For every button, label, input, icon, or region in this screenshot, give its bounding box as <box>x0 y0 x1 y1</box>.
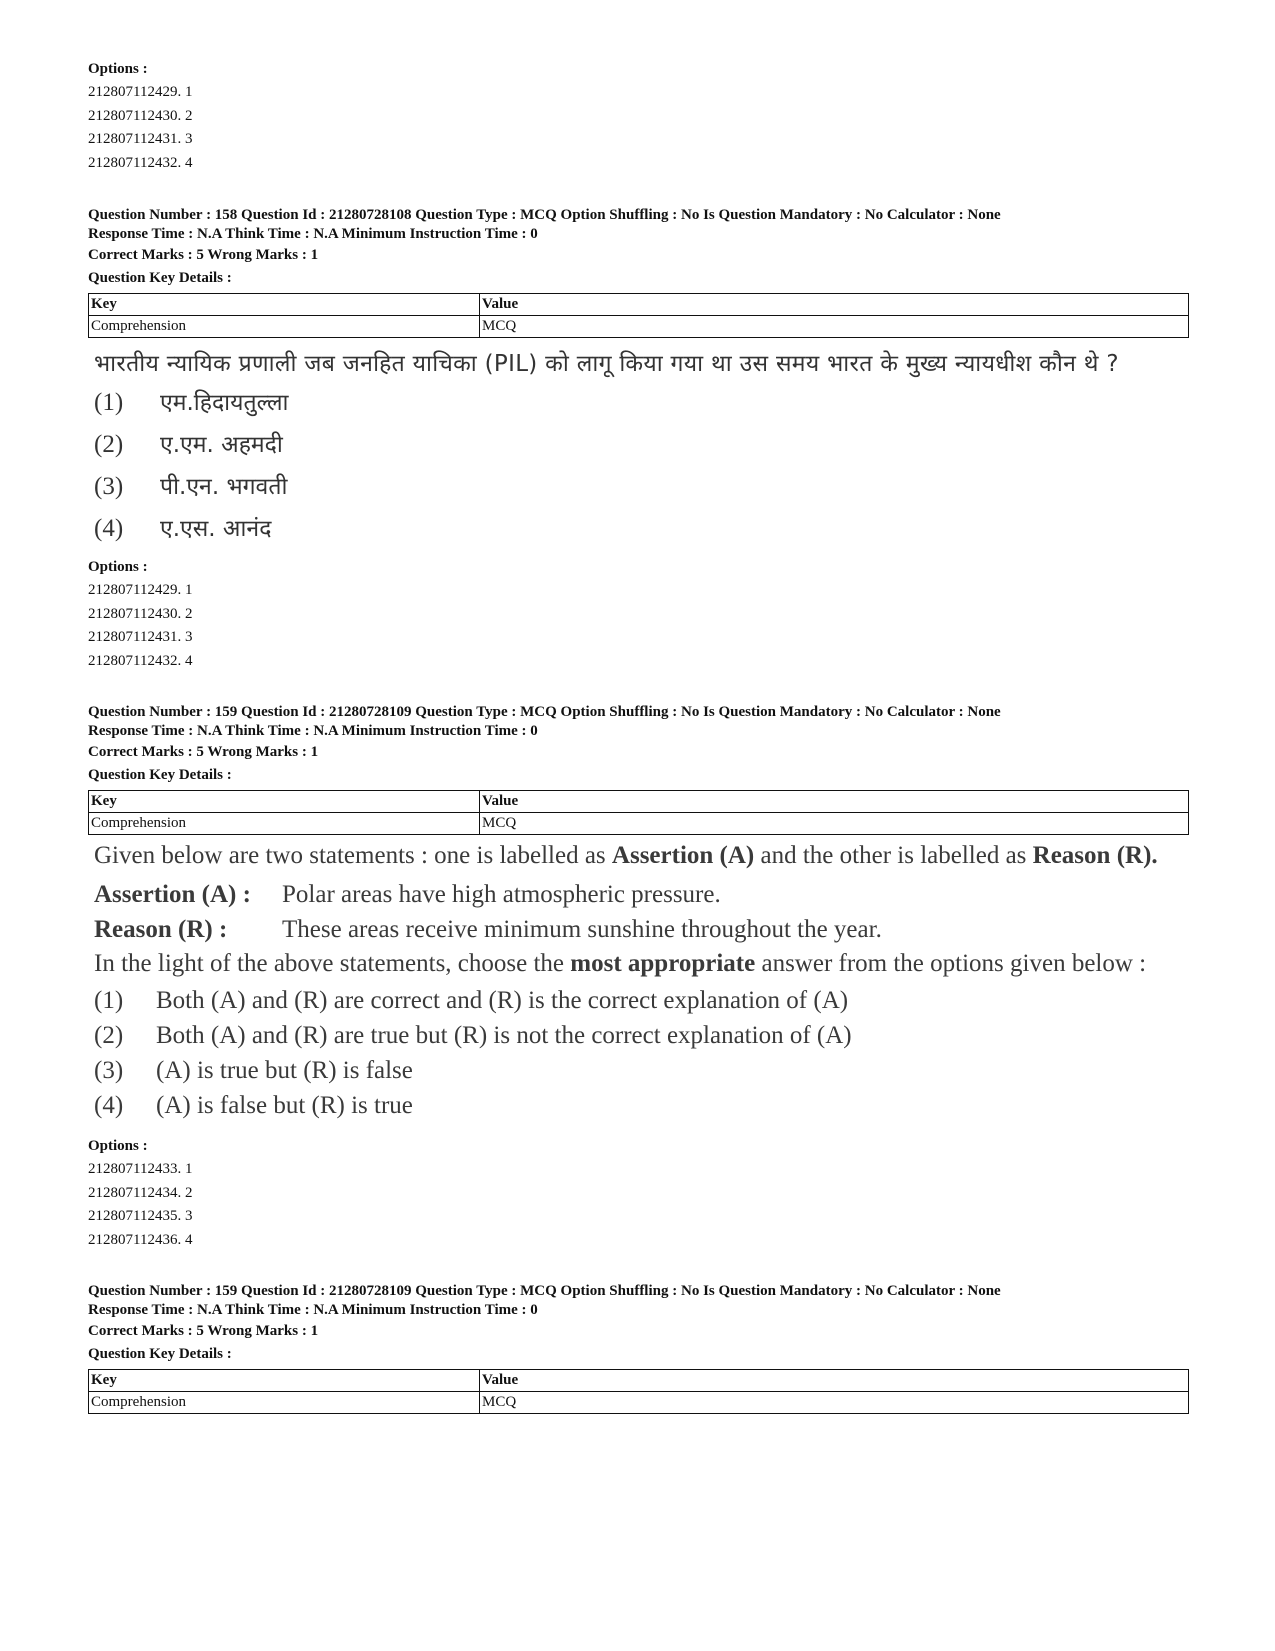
option-id: 212807112432. 4 <box>88 154 193 171</box>
answer-choice <box>94 1088 1188 1123</box>
question-marks: Correct Marks : 5 Wrong Marks : 1 <box>88 744 319 760</box>
prompt-emphasis: most appropriate <box>570 950 756 977</box>
question-159-repeat <box>88 1282 1188 1414</box>
key-header: Key <box>89 294 480 316</box>
option-id: 212807112433. 1 <box>88 1161 193 1177</box>
question-image-text <box>88 841 1188 1123</box>
choice-text: ए.एम. अहमदी <box>160 432 283 458</box>
answer-choice <box>94 1018 1188 1053</box>
key-cell: Comprehension <box>89 1392 480 1414</box>
question-meta: Question Number : 159 Question Id : 21280728109 Question Type : MCQ Option Shuffling : No Is Question Mandatory : No Calculator : None <box>88 704 1001 720</box>
question-intro <box>94 841 1188 871</box>
options-heading: Options : <box>88 1138 148 1154</box>
choice-number: (3) <box>94 1057 124 1084</box>
value-header: Value <box>480 791 1189 813</box>
choice-number: (4) <box>94 1092 124 1119</box>
choice-number: (3) <box>94 473 124 500</box>
answer-choice <box>94 508 1188 550</box>
value-cell: MCQ <box>480 316 1189 338</box>
question-key-details-heading: Question Key Details : <box>88 1346 232 1362</box>
question-marks: Correct Marks : 5 Wrong Marks : 1 <box>88 1323 319 1339</box>
options-heading: Options : <box>88 559 148 575</box>
question-key-table <box>88 293 1189 338</box>
question-key-table <box>88 790 1189 835</box>
question-159 <box>88 703 1188 1252</box>
options-heading: Options : <box>88 61 148 77</box>
option-id: 212807112429. 1 <box>88 582 193 598</box>
option-id: 212807112434. 2 <box>88 1184 193 1201</box>
question-meta: Question Number : 159 Question Id : 21280728109 Question Type : MCQ Option Shuffling : No Is Question Mandatory : No Calculator : None <box>88 1283 1001 1299</box>
question-text: भारतीय न्यायिक प्रणाली जब जनहित याचिका (PIL) को लागू किया गया था उस समय भारत के मुख्य न्यायधीश कौन थे ? <box>94 351 1119 377</box>
question-key-details-heading: Question Key Details : <box>88 767 232 783</box>
prompt-text: answer from the options given below : <box>755 950 1147 977</box>
question-timing: Response Time : N.A Think Time : N.A Minimum Instruction Time : 0 <box>88 1302 538 1318</box>
option-id: 212807112435. 3 <box>88 1208 193 1224</box>
value-header: Value <box>480 1370 1189 1392</box>
reason-statement <box>94 912 1188 947</box>
answer-choice <box>94 424 1188 466</box>
question-key-table <box>88 1369 1189 1414</box>
reason-text: These areas receive minimum sunshine throughout the year. <box>282 916 882 943</box>
option-id: 212807112431. 3 <box>88 131 193 147</box>
document-page <box>88 58 1188 1414</box>
assertion-label: Assertion (A) : <box>94 881 251 908</box>
choice-text: (A) is true but (R) is false <box>156 1057 413 1084</box>
key-header: Key <box>89 1370 480 1392</box>
choice-number: (2) <box>94 431 124 458</box>
question-marks: Correct Marks : 5 Wrong Marks : 1 <box>88 247 319 263</box>
choice-text: Both (A) and (R) are true but (R) is not the correct explanation of (A) <box>156 1022 852 1049</box>
choice-number: (2) <box>94 1022 124 1049</box>
question-prompt <box>94 949 1188 979</box>
prompt-text: In the light of the above statements, choose the <box>94 950 571 977</box>
option-id: 212807112430. 2 <box>88 107 193 124</box>
key-cell: Comprehension <box>89 813 480 835</box>
question-meta: Question Number : 158 Question Id : 21280728108 Question Type : MCQ Option Shuffling : No Is Question Mandatory : No Calculator : None <box>88 207 1001 223</box>
option-id: 212807112430. 2 <box>88 605 193 622</box>
choice-text: ए.एस. आनंद <box>160 516 272 542</box>
choice-text: (A) is false but (R) is true <box>156 1092 413 1119</box>
key-header: Key <box>89 791 480 813</box>
reason-label: Reason (R) : <box>94 916 228 943</box>
answer-choice <box>94 466 1188 508</box>
option-id: 212807112431. 3 <box>88 629 193 645</box>
question-key-details-heading: Question Key Details : <box>88 270 232 286</box>
question-timing: Response Time : N.A Think Time : N.A Minimum Instruction Time : 0 <box>88 226 538 242</box>
choice-number: (1) <box>94 987 124 1014</box>
question-158 <box>88 206 1188 673</box>
intro-reason: Reason (R). <box>1032 842 1158 869</box>
answer-choice <box>94 1053 1188 1088</box>
choice-text: Both (A) and (R) are correct and (R) is the correct explanation of (A) <box>156 987 849 1014</box>
assertion-statement <box>94 877 1188 912</box>
choice-number: (1) <box>94 389 124 416</box>
value-header: Value <box>480 294 1189 316</box>
key-cell: Comprehension <box>89 316 480 338</box>
intro-assertion: Assertion (A) <box>611 842 755 869</box>
option-id: 212807112432. 4 <box>88 652 193 669</box>
option-id: 212807112429. 1 <box>88 84 193 100</box>
value-cell: MCQ <box>480 813 1189 835</box>
answer-choice <box>94 983 1188 1018</box>
intro-text: Given below are two statements : one is labelled as <box>94 842 612 869</box>
choice-text: पी.एन. भगवती <box>160 474 288 500</box>
value-cell: MCQ <box>480 1392 1189 1414</box>
top-options-block <box>88 58 1188 175</box>
choice-number: (4) <box>94 515 124 542</box>
answer-choice <box>94 382 1188 424</box>
choice-text: एम.हिदायतुल्ला <box>160 390 289 416</box>
question-timing: Response Time : N.A Think Time : N.A Minimum Instruction Time : 0 <box>88 723 538 739</box>
intro-text: and the other is labelled as <box>754 842 1033 869</box>
assertion-text: Polar areas have high atmospheric pressure. <box>282 881 721 908</box>
option-id: 212807112436. 4 <box>88 1231 193 1248</box>
